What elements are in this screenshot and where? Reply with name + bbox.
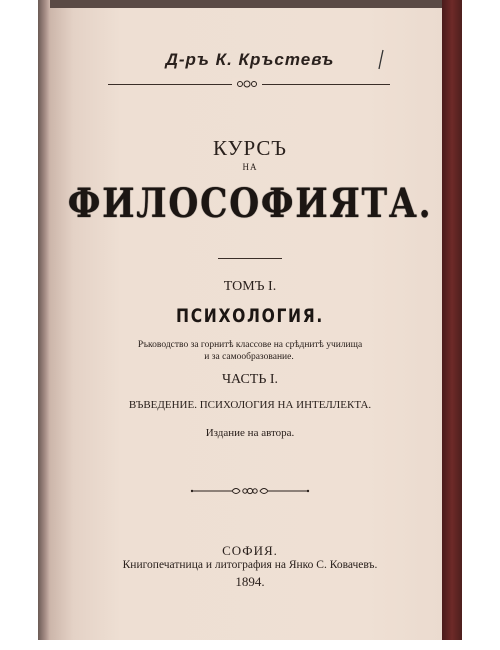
publication-city: СОФИЯ. [222, 543, 278, 558]
printer-name: Книгопечатница и литография на Янко С. Ковачевъ. [122, 559, 378, 571]
small-ornament [232, 78, 262, 90]
author-name: Д-ръ К. Кръстевъ [165, 50, 335, 69]
handwritten-mark [377, 49, 385, 71]
title-separator [218, 258, 282, 259]
decorative-ornament [190, 485, 310, 497]
volume-label: ТОМЪ I. [223, 279, 277, 294]
title-preposition: НА [242, 162, 258, 172]
description-line-1: Ръководство за горнитѣ классове на срѣднитѣ училища [137, 340, 363, 350]
title-course: КУРСЪ [213, 136, 287, 160]
book-title: ФИЛОСОФИЯТА. [67, 180, 433, 227]
edition-note: Издание на автора. [205, 427, 295, 439]
publication-year: 1894. [235, 574, 265, 589]
description-line-2: и за самообразование. [204, 352, 294, 362]
part-label: ЧАСТЬ I. [221, 372, 279, 387]
part-title: ВЪВЕДЕНИЕ. ПСИХОЛОГИЯ НА ИНТЕЛЛЕКТА. [128, 399, 372, 411]
subject-title: ПСИХОЛОГИЯ. [176, 305, 324, 327]
